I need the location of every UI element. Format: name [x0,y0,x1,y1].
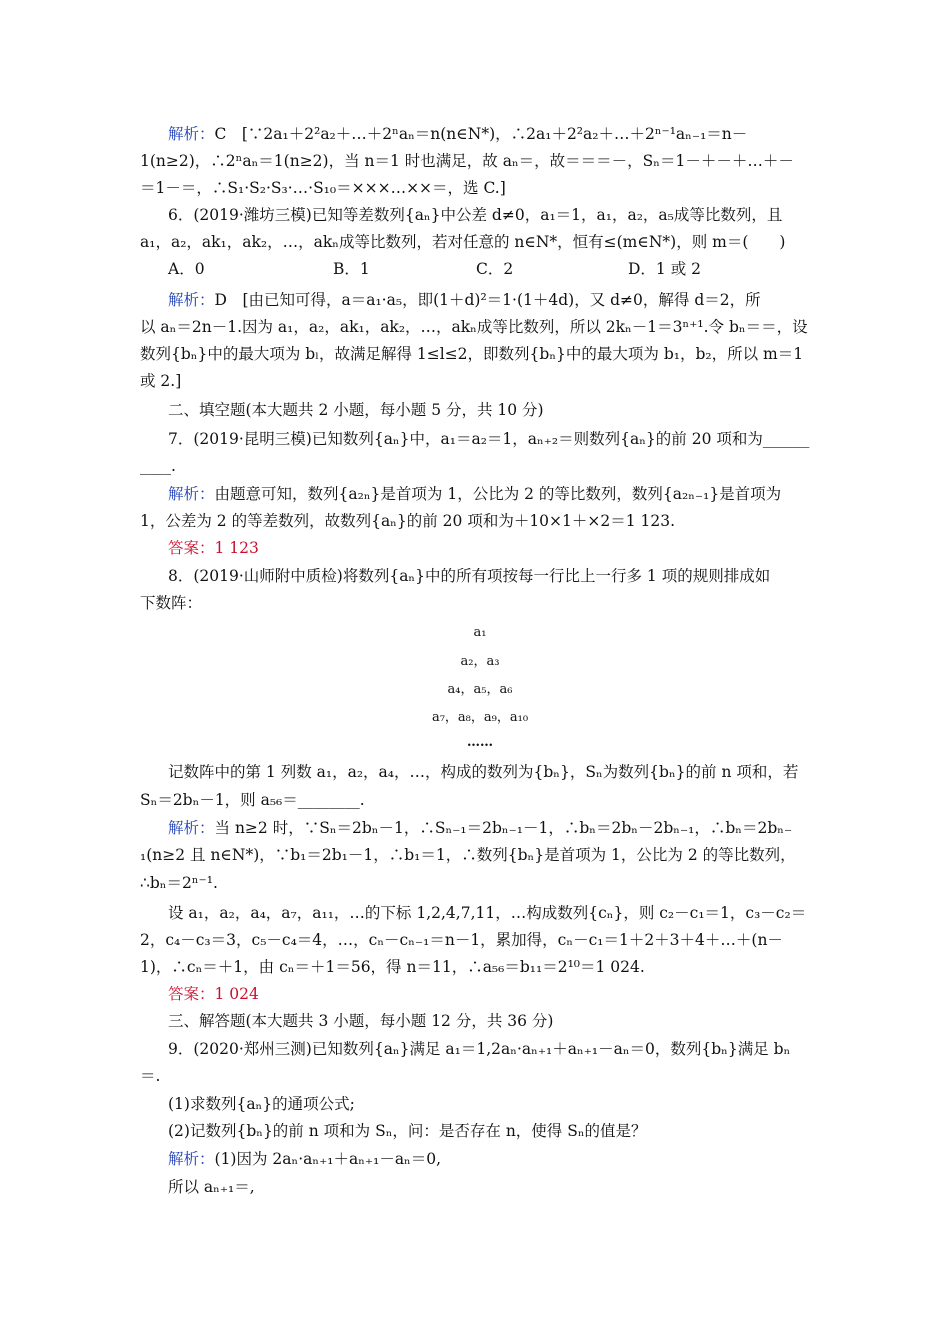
solution-label: 解析： [168,819,215,837]
option-a: A．0 [168,260,205,278]
option-c: C．2 [476,260,514,278]
question-8-line-1: 8．(2019·山师附中质检)将数列{aₙ}中的所有项按每一行比上一行多 1 项的规则排成如 [168,567,771,585]
question-9-part-2: (2)记数列{bₙ}的前 n 项和为 Sₙ，问：是否存在 n，使得 Sₙ的值是？ [168,1122,647,1140]
solution-6-line-2: 以 aₙ＝2n－1.因为 a₁，a₂，ak₁，ak₂，…，akₙ成等比数列，所以 2kₙ－1＝3ⁿ⁺¹.令 bₙ＝＝，设 [140,318,808,336]
section-heading-fill-in: 二、填空题(本大题共 2 小题，每小题 5 分，共 10 分) [168,401,544,419]
question-8-line-2: 下数阵： [140,594,203,612]
solution-label: 解析： [168,1150,215,1168]
array-row-4: a₇，a₈，a₉，a₁₀ [431,710,529,725]
solution-label: 解析： [168,485,215,503]
array-row-ellipsis: …… [467,735,493,750]
array-row-1: a₁ [473,625,487,640]
solution-5-line-3: ＝1－＝，∴S₁·S₂·S₃·…·S₁₀＝×××…××＝，选 C.] [140,179,506,197]
question-6-line-2: a₁，a₂，ak₁，ak₂，…，akₙ成等比数列，若对任意的 n∈N*，恒有≤(m∈N*)，则 m＝( ) [140,233,786,251]
solution-9-line-1: 解析：(1)因为 2aₙ·aₙ₊₁＋aₙ₊₁－aₙ＝0, [168,1150,442,1168]
solution-label: 解析： [168,125,215,143]
solution-8-line-1: 解析：当 n≥2 时，∵Sₙ＝2bₙ－1，∴Sₙ₋₁＝2bₙ₋₁－1，∴bₙ＝2bₙ－2bₙ₋₁，∴bₙ＝2bₙ₋ [168,819,793,837]
solution-8-line-5: 2，c₄－c₃＝3，c₅－c₄＝4，…，cₙ－cₙ₋₁＝n－1，累加得，cₙ－c₁＝1＋2＋3＋4＋…＋(n－ [140,931,783,949]
section-heading-solve: 三、解答题(本大题共 3 小题，每小题 12 分，共 36 分) [168,1012,554,1030]
solution-7-line-2: 1，公差为 2 的等差数列，故数列{aₙ}的前 20 项和为＋10×1＋×2＝1 123. [140,512,676,530]
solution-8-line-3: ∴bₙ＝2ⁿ⁻¹. [140,874,218,892]
solution-5-line-2: 1(n≥2)，∴2ⁿaₙ＝1(n≥2)，当 n＝1 时也满足，故 aₙ＝，故＝＝＝－，Sₙ＝1－＋－＋…＋－ [140,152,794,170]
option-b: B．1 [333,260,370,278]
option-d: D．1 或 2 [628,260,702,278]
solution-6-line-4: 或 2.] [140,372,182,390]
solution-8-line-2: ₁(n≥2 且 n∈N*)，∵b₁＝2b₁－1，∴b₁＝1，∴数列{bₙ}是首项为 1，公比为 2 的等比数列， [140,846,796,864]
solution-8-line-4: 设 a₁，a₂，a₄，a₇，a₁₁，…的下标 1,2,4,7,11，…构成数列{cₙ}，则 c₂－c₁＝1，c₃－c₂＝ [168,904,807,922]
question-7-line-2: ____. [140,457,176,475]
solution-5-line-1: 解析：C [∵2a₁＋2²a₂＋…＋2ⁿaₙ＝n(n∈N*)，∴2a₁＋2²a₂＋…＋2ⁿ⁻¹aₙ₋₁＝n－ [168,125,748,143]
question-9-part-1: (1)求数列{aₙ}的通项公式; [168,1095,355,1113]
solution-7-line-1: 解析：由题意可知，数列{a₂ₙ}是首项为 1，公比为 2 的等比数列，数列{a₂ₙ₋₁}是首项为 [168,485,782,503]
question-8-line-4: Sₙ＝2bₙ－1，则 a₅₆＝________. [140,791,365,809]
question-9-line-1: 9．(2020·郑州三测)已知数列{aₙ}满足 a₁＝1,2aₙ·aₙ₊₁＋aₙ₊₁－aₙ＝0，数列{bₙ}满足 bₙ [168,1040,791,1058]
solution-label: 解析： [168,291,215,309]
question-6-line-1: 6．(2019·潍坊三模)已知等差数列{aₙ}中公差 d≠0，a₁＝1，a₁，a₂，a₅成等比数列，且 [168,206,783,224]
array-row-3: a₄，a₅，a₆ [447,682,513,697]
solution-6-line-3: 数列{bₙ}中的最大项为 bₗ，故满足解得 1≤l≤2，即数列{bₙ}中的最大项为 b₁，b₂，所以 m＝1 [140,345,804,363]
array-row-2: a₂，a₃ [460,654,500,669]
answer-7: 答案：1 123 [168,539,259,557]
question-7-line-1: 7．(2019·昆明三模)已知数列{aₙ}中，a₁＝a₂＝1，aₙ₊₂＝则数列{aₙ}的前 20 项和为______ [168,430,810,448]
question-8-line-3: 记数阵中的第 1 列数 a₁，a₂，a₄，…，构成的数列为{bₙ}，Sₙ为数列{bₙ}的前 n 项和，若 [168,763,799,781]
solution-6-line-1: 解析：D [由已知可得，a＝a₁·a₅，即(1＋d)²＝1·(1＋4d)，又 d≠0，解得 d＝2，所 [168,291,761,309]
question-9-line-2: ＝. [140,1067,161,1085]
solution-8-line-6: 1)，∴cₙ＝＋1，由 cₙ＝＋1＝56，得 n＝11，∴a₅₆＝b₁₁＝2¹⁰＝1 024. [140,958,645,976]
solution-9-line-2: 所以 aₙ₊₁＝, [168,1178,255,1196]
answer-8: 答案：1 024 [168,985,259,1003]
